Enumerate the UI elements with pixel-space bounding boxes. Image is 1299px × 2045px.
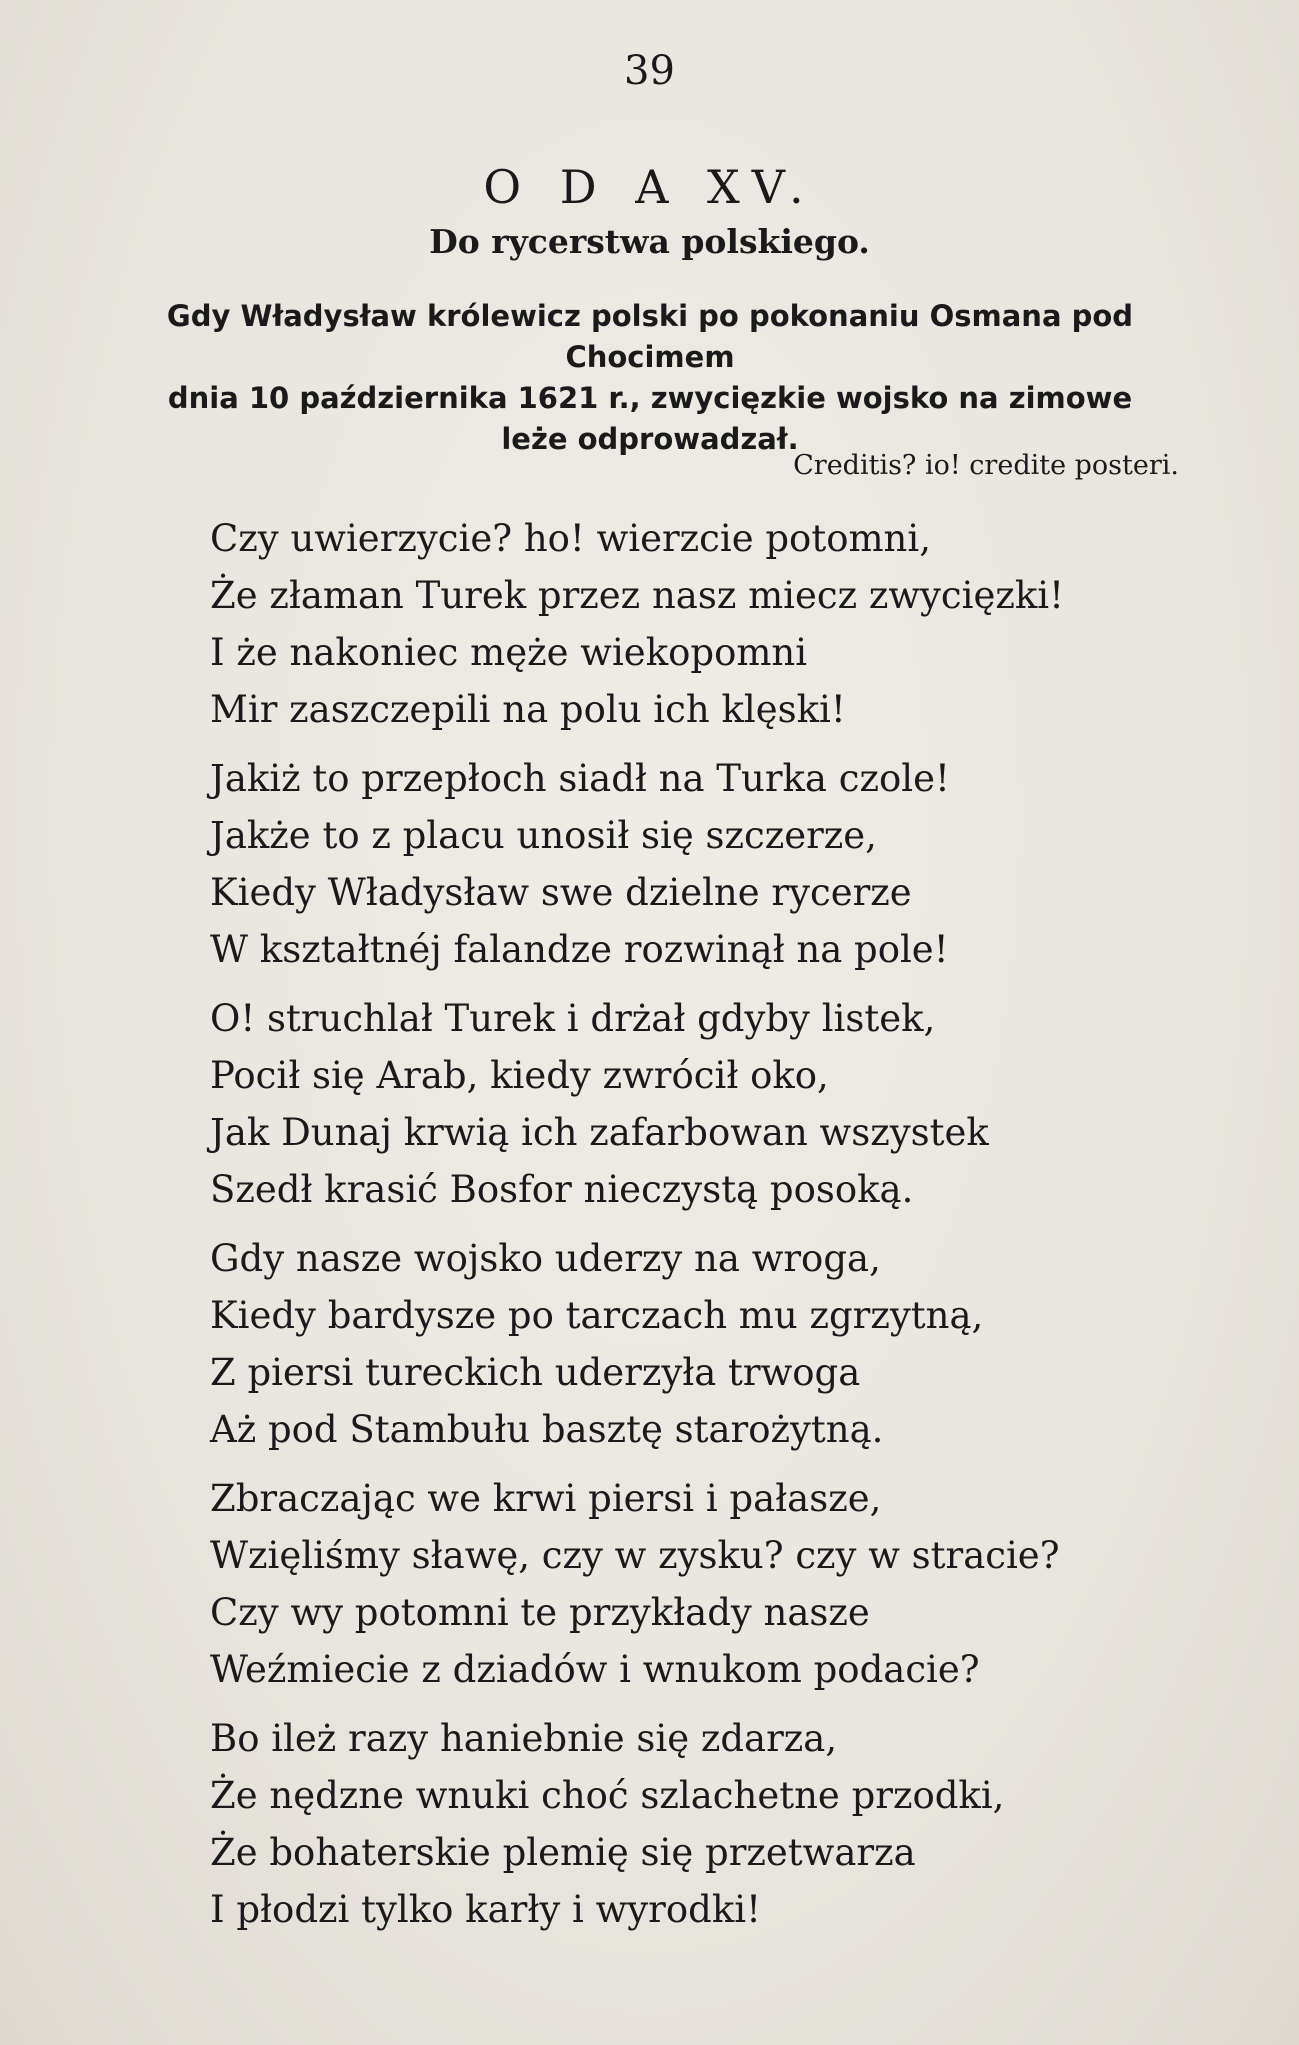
verse-line: Jak Dunaj krwią ich zafarbowan wszystek <box>210 1111 989 1154</box>
verse-line: I płodzi tylko karły i wyrodki! <box>210 1888 761 1931</box>
verse-line: Jakiż to przepłoch siadł na Turka czole! <box>210 757 950 800</box>
verse-line: Wzięliśmy sławę, czy w zysku? czy w stracie? <box>210 1534 1060 1577</box>
stanza <box>210 750 1210 978</box>
subtitle-line: Gdy Władysław królewicz polski po pokonaniu Osmana pod Chocimem <box>166 299 1134 374</box>
verse-line: O! struchlał Turek i drżał gdyby listek, <box>210 997 936 1040</box>
stanza <box>210 510 1210 738</box>
stanza <box>210 1710 1210 1938</box>
verse-line: Czy uwierzycie? ho! wierzcie potomni, <box>210 517 931 560</box>
verse-line: W kształtnéj falandze rozwinął na pole! <box>210 928 949 971</box>
stanza <box>210 1230 1210 1458</box>
stanza <box>210 990 1210 1218</box>
verse-line: Czy wy potomni te przykłady nasze <box>210 1591 870 1634</box>
page-number: 39 <box>624 48 675 94</box>
verse-line: Mir zaszczepili na polu ich klęski! <box>210 688 846 731</box>
verse-line: Aż pod Stambułu basztę starożytną. <box>210 1408 884 1451</box>
verse-line: Że bohaterskie plemię się przetwarza <box>210 1831 916 1874</box>
subtitle-line: dnia 10 października 1621 r., zwycięzkie wojsko na zimowe <box>167 381 1133 415</box>
stanza <box>210 1470 1210 1698</box>
epigraph: Creditis? io! credite posteri. <box>793 450 1179 481</box>
verse-line: Kiedy bardysze po tarczach mu zgrzytną, <box>210 1294 984 1337</box>
verse-line: Że nędzne wnuki choć szlachetne przodki, <box>210 1774 1005 1817</box>
verse-line: Bo ileż razy haniebnie się zdarza, <box>210 1717 838 1760</box>
verse-line: Gdy nasze wojsko uderzy na wroga, <box>210 1237 881 1280</box>
subtitle <box>110 296 1190 460</box>
poem-body <box>210 510 1210 1950</box>
verse-line: I że nakoniec męże wiekopomni <box>210 631 808 674</box>
ode-title: O D A XV. <box>483 160 816 214</box>
verse-line: Że złaman Turek przez nasz miecz zwycięzki! <box>210 574 1064 617</box>
verse-line: Z piersi tureckich uderzyła trwoga <box>210 1351 861 1394</box>
verse-line: Pocił się Arab, kiedy zwrócił oko, <box>210 1054 829 1097</box>
verse-line: Zbraczając we krwi piersi i pałasze, <box>210 1477 882 1520</box>
verse-line: Szedł krasić Bosfor nieczystą posoką. <box>210 1168 914 1211</box>
subtitle-line: leże odprowadzał. <box>501 422 799 456</box>
verse-line: Kiedy Władysław swe dzielne rycerze <box>210 871 912 914</box>
verse-line: Jakże to z placu unosił się szczerze, <box>210 814 877 857</box>
verse-line: Weźmiecie z dziadów i wnukom podacie? <box>210 1648 980 1691</box>
dedication: Do rycerstwa polskiego. <box>429 222 870 261</box>
